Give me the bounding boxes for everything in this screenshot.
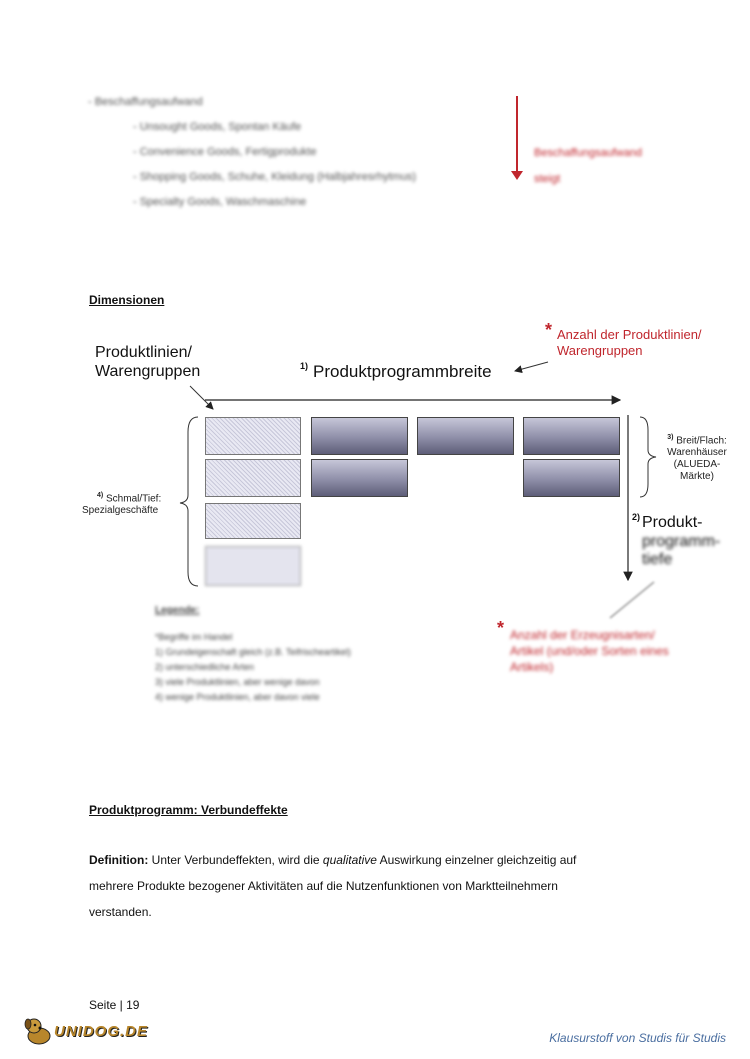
- star-icon: *: [497, 618, 505, 638]
- breit-line4: Märkte): [680, 471, 714, 483]
- schmal-line1: Schmal/Tief:: [106, 493, 162, 505]
- definition-line1: [89, 847, 649, 873]
- schmal-marker: 4): [97, 492, 104, 499]
- grid-cell: [205, 503, 301, 539]
- legend-item: 1) Grundeigenschaft gleich (z.B. Teifrischeartikel): [155, 647, 351, 657]
- red-note-line2: steigt: [534, 173, 561, 185]
- section-heading-dimensionen: Dimensionen: [89, 293, 165, 307]
- definition-line2: mehrere Produkte bezogener Aktivitäten auf die Nutzenfunktionen von Marktteilnehmern: [89, 879, 558, 893]
- grid-cell: [205, 546, 301, 586]
- tiefe-line2: programm-: [642, 533, 721, 550]
- tiefe-line3: tiefe: [642, 551, 673, 568]
- red-top-line1: Anzahl der Produktlinien/: [557, 327, 702, 342]
- red-top-line2: Warengruppen: [557, 343, 643, 358]
- grid-cell: [523, 417, 620, 455]
- grid-cell: [523, 459, 620, 497]
- breite-marker: 1): [300, 361, 309, 371]
- definition-text-a: Unter Verbundeffekten, wird die: [148, 853, 323, 867]
- red-bottom-star: [497, 618, 504, 640]
- left-bracket: [180, 417, 198, 586]
- grid-cell: [417, 417, 514, 455]
- definition-paragraph: [89, 847, 649, 925]
- red-bottom-line1: Anzahl der Erzeugnisarten/: [510, 628, 655, 642]
- red-bottom-label: [510, 627, 669, 675]
- star-icon: *: [545, 320, 553, 340]
- red-bottom-line2: Artikel (und/oder Sorten eines: [510, 644, 669, 658]
- breit-line3: (ALUEDA-: [673, 459, 721, 471]
- breit-line1: Breit/Flach:: [676, 435, 727, 447]
- legend-item: 3) viele Produktlinien, aber wenige davon: [155, 677, 320, 687]
- legend: [155, 603, 351, 705]
- definition-emphasis: qualitative: [322, 853, 377, 867]
- definition-text-b: Auswirkung einzelner gleichzeitig auf: [376, 853, 577, 867]
- legend-item: 2) unterschiedliche Arten: [155, 662, 255, 672]
- list-main-item: - Beschaffungsaufwand: [88, 96, 203, 108]
- tiefe-rest: [642, 533, 720, 569]
- section-heading-verbundeffekte: Produktprogramm: Verbundeffekte: [89, 803, 288, 817]
- pointer-arrow-top: [515, 362, 548, 371]
- breit-marker: 3): [667, 434, 674, 441]
- definition-line3: verstanden.: [89, 905, 152, 919]
- footer-tagline: Klausurstoff von Studis für Studis: [549, 1031, 726, 1045]
- dog-icon: [22, 1016, 56, 1046]
- breite-label: Produktprogrammbreite: [313, 362, 492, 381]
- grid-cell: [311, 417, 408, 455]
- grid-cell: [311, 459, 408, 497]
- page-number: Seite | 19: [89, 998, 140, 1012]
- legend-title: Legende:: [155, 605, 200, 616]
- definition-label: Definition:: [89, 853, 149, 867]
- pointer-arrow-left: [190, 386, 213, 409]
- list-item: - Convenience Goods, Fertigprodukte: [133, 146, 317, 158]
- legend-item: *Begriffe im Handel: [155, 632, 233, 642]
- label-produktlinien-line2: Warengruppen: [95, 363, 201, 380]
- logo: [22, 1016, 152, 1046]
- legend-item: 4) wenige Produktlinien, aber davon viele: [155, 692, 320, 702]
- tiefe-line1: Produkt-: [642, 514, 703, 531]
- label-schmal: [82, 490, 182, 517]
- schmal-line2: Spezialgeschäfte: [82, 505, 159, 517]
- grid-cell: [205, 417, 301, 455]
- list-item: - Shopping Goods, Schuhe, Kleidung (Halbjahresrhytmus): [133, 171, 417, 183]
- label-breit: [652, 432, 742, 483]
- red-note-line1: Beschaffungsaufwand: [534, 147, 643, 159]
- logo-text: UNIDOG.DE: [54, 1023, 149, 1040]
- breit-line2: Warenhäuser: [667, 447, 727, 459]
- list-item: - Specialty Goods, Waschmaschine: [133, 196, 307, 208]
- list-item: - Unsought Goods, Spontan Käufe: [133, 121, 302, 133]
- tiefe-marker: 2): [632, 512, 641, 522]
- red-bottom-line3: Artikels): [510, 660, 554, 674]
- grid-cell: [205, 459, 301, 497]
- pointer-arrow-bottom: [610, 582, 654, 618]
- label-produktlinien-line1: Produktlinien/: [95, 344, 192, 361]
